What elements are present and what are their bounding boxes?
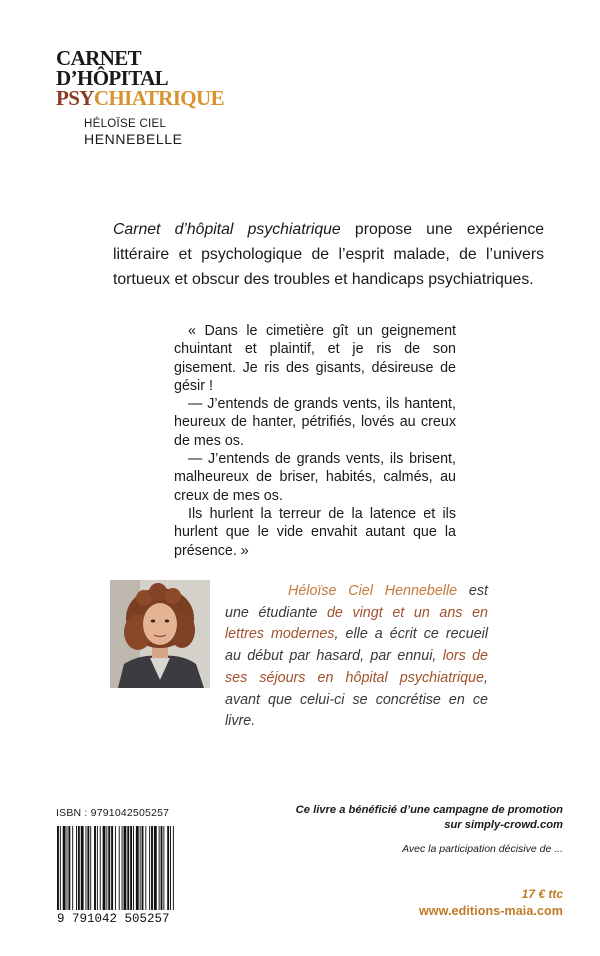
intro-text: propose une expérience littéraire et psychologique de l’esprit malade, de l’univers tortueux et obscur des troubles et handicaps psychiatriques. bbox=[113, 221, 544, 288]
publisher-website: www.editions-maia.com bbox=[418, 904, 563, 918]
title-line-2: D’HÔPITAL bbox=[56, 66, 169, 90]
quote-paragraph: Ils hurlent la terreur de la latence et ils hurlent que le vide envahit autant que la présence. » bbox=[174, 505, 456, 559]
intro-book-title: Carnet d’hôpital psychiatrique bbox=[113, 221, 341, 238]
price: 17 € ttc bbox=[521, 887, 563, 901]
author-last-name: HENNEBELLE bbox=[84, 131, 183, 147]
quote-paragraph: « Dans le cimetière gît un geignement chuintant et plaintif, et je ris de son gisement. Je ris des gisants, désireuse de gésir ! bbox=[174, 323, 456, 394]
author-portrait-image bbox=[110, 580, 210, 688]
bio-text-4: lors de ses séjours en hôpital psychiatrique bbox=[225, 648, 488, 686]
isbn-label: ISBN : 9791042505257 bbox=[56, 807, 170, 819]
title-line-1: CARNET bbox=[56, 46, 142, 70]
author-first-name: HÉLOÏSE CIEL bbox=[84, 118, 167, 130]
bio-text-1: est une étudiante bbox=[225, 583, 488, 621]
author-photo bbox=[110, 580, 210, 688]
barcode-digits: 9 791042 505257 bbox=[57, 912, 170, 924]
bio-text-5: , avant que celui-ci se concrétise en ce livre. bbox=[225, 669, 488, 730]
author-bio bbox=[225, 581, 488, 733]
promotion-line-2: sur simply-crowd.com bbox=[444, 819, 563, 831]
quote-paragraph: — J’entends de grands vents, ils brisent, malheureux de briser, habités, calmés, au creux de mes os. bbox=[174, 451, 456, 504]
barcode bbox=[56, 826, 176, 924]
quote-block bbox=[174, 322, 456, 560]
barcode-bars bbox=[57, 826, 174, 918]
promotion-notice bbox=[290, 803, 563, 833]
bio-paragraph bbox=[225, 581, 488, 733]
bio-text-2: de vingt et un ans en lettres modernes bbox=[225, 604, 488, 643]
quote-paragraph: — J’entends de grands vents, ils hantent, heureux de hanter, pétrifiés, lovés au creux de mes os. bbox=[174, 396, 456, 449]
title-line-3-part-1: PSY bbox=[56, 86, 94, 110]
bio-author-name: Héloïse Ciel Hennebelle bbox=[288, 583, 458, 599]
promotion-line-1: Ce livre a bénéficié d’une campagne de promotion bbox=[295, 804, 563, 816]
title-line-3-part-2: CHIATRIQUE bbox=[93, 86, 225, 110]
partner-notice: Avec la participation décisive de ... bbox=[402, 843, 563, 855]
intro-paragraph bbox=[113, 217, 544, 292]
title-line-3 bbox=[56, 88, 224, 108]
bio-text-3: , elle a écrit ce recueil au début par hasard, par ennui, bbox=[225, 626, 489, 665]
book-title bbox=[56, 48, 224, 108]
